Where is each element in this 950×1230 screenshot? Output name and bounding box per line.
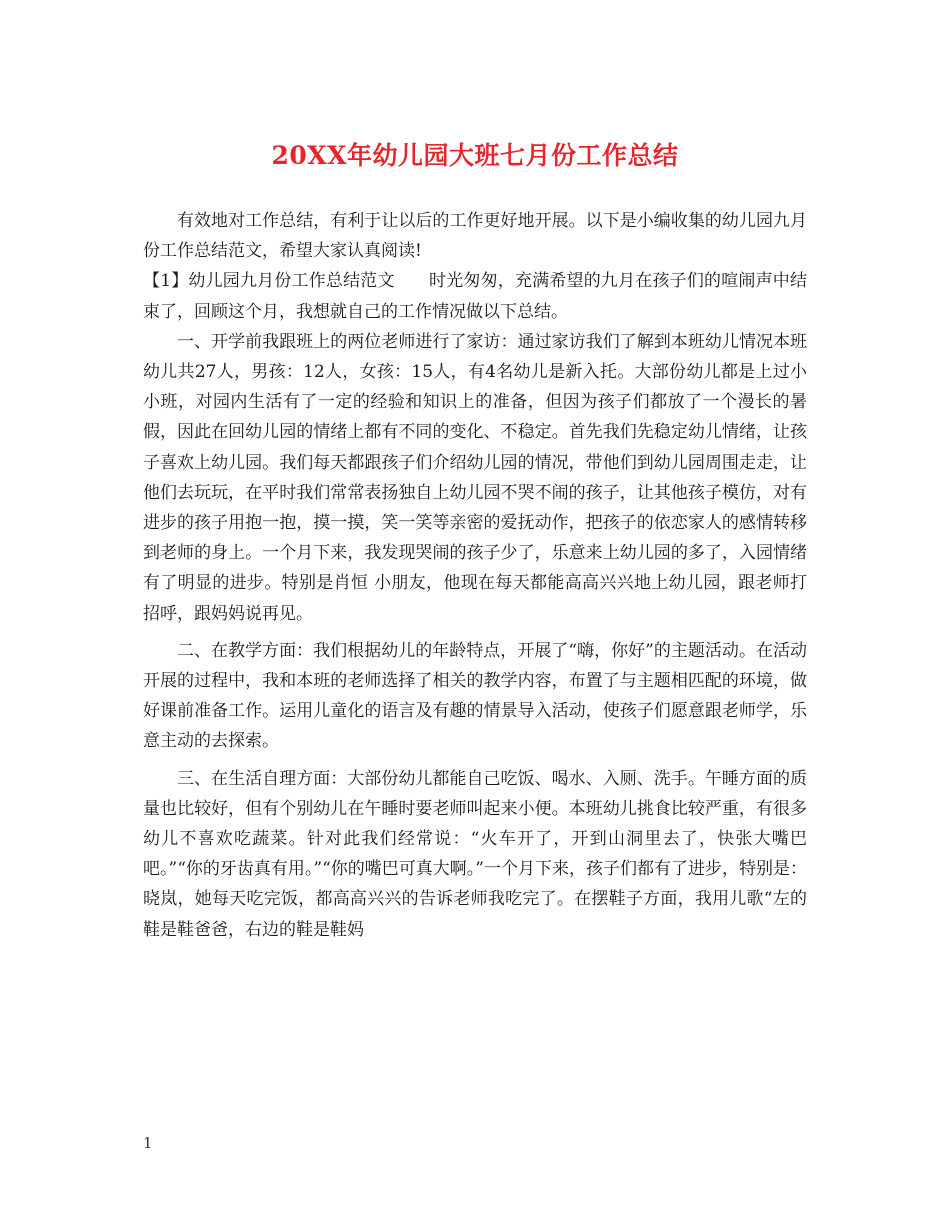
paragraph-section-one: 一、开学前我跟班上的两位老师进行了家访：通过家访我们了解到本班幼儿情况本班幼儿共27人，男孩：12人，女孩：15人，有4名幼儿是新入托。大部份幼儿都是上过小小班，对园内生活有了一定的经验和知识上的准备，但因为孩子们都放了一个漫长的暑假，因此在回幼儿园的情绪上都有不同的变化、不稳定。首先我们先稳定幼儿情绪，让孩子喜欢上幼儿园。我们每天都跟孩子们介绍幼儿园的情况，带他们到幼儿园周围走走，让他们去玩玩，在平时我们常常表扬独自上幼儿园不哭不闹的孩子，让其他孩子模仿，对有进步的孩子用抱一抱，摸一摸，笑一笑等亲密的爱抚动作，把孩子的依恋家人的感情转移到老师的身上。一个月下来，我发现哭闹的孩子少了，乐意来上幼儿园的多了，入园情绪有了明显的进步。特别是肖恒 小朋友，他现在每天都能高高兴兴地上幼儿园，跟老师打招呼，跟妈妈说再见。 <box>143 331 807 624</box>
document-body <box>143 206 807 945</box>
paragraph-intro: 有效地对工作总结，有利于让以后的工作更好地开展。以下是小编收集的幼儿园九月份工作总结范文，希望大家认真阅读! <box>143 211 807 262</box>
page-number: 1 <box>143 1134 153 1152</box>
paragraph-sample-heading: 【1】幼儿园九月份工作总结范文 时光匆匆，充满希望的九月在孩子们的喧闹声中结束了，回顾这个月，我想就自己的工作情况做以下总结。 <box>143 271 807 322</box>
paragraph-section-two: 二、在教学方面：我们根据幼儿的年龄特点，开展了“嗨，你好”的主题活动。在活动开展的过程中，我和本班的老师选择了相关的教学内容，布置了与主题相匹配的环境，做好课前准备工作。运用儿童化的语言及有趣的情景导入活动，使孩子们愿意跟老师学，乐意主动的去探索。 <box>143 640 807 752</box>
paragraph-section-three: 三、在生活自理方面：大部份幼儿都能自己吃饭、喝水、入厕、洗手。午睡方面的质量也比较好，但有个别幼儿在午睡时要老师叫起来小便。本班幼儿挑食比较严重，有很多幼儿不喜欢吃蔬菜。针对此我们经常说：“火车开了，开到山洞里去了，快张大嘴巴吧。”“你的牙齿真有用。”“你的嘴巴可真大啊。”一个月下来，孩子们都有了进步，特别是：晓岚，她每天吃完饭，都高高兴兴的告诉老师我吃完了。在摆鞋子方面，我用儿歌“左的鞋是鞋爸爸，右边的鞋是鞋妈 <box>143 768 807 940</box>
document-title: 20XX年幼儿园大班七月份工作总结 <box>271 141 679 170</box>
